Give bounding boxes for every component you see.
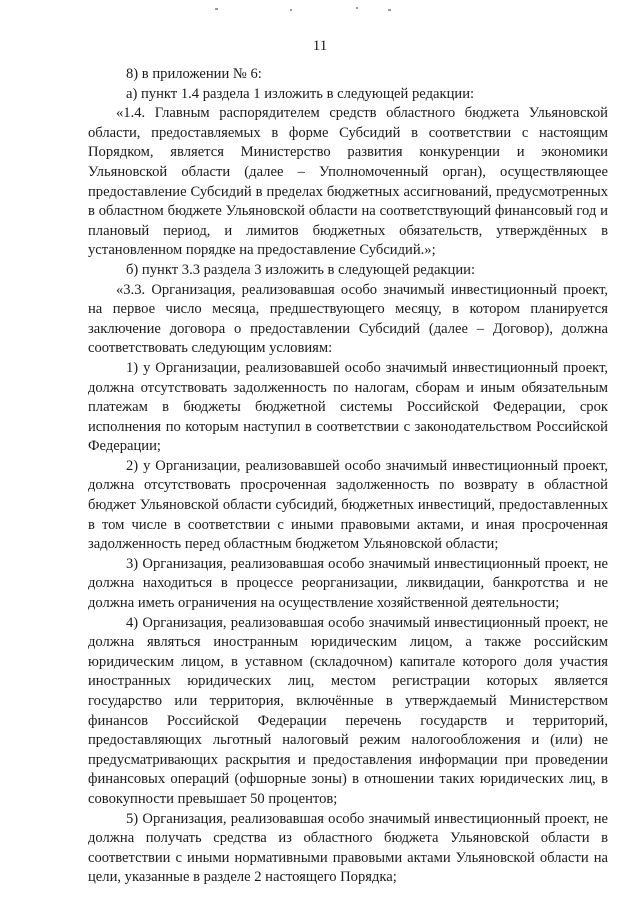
paragraph-condition-1: 1) у Организации, реализовавшей особо значимый инвестиционный проект, должна отсутствовать задолженность по налогам, сборам и иным обязательным платежам в бюджеты бюджетной системы Российской Федерации, срок исполнения по которым наступил в соответствии с законодательством Российской Федерации; xyxy=(88,359,608,455)
scan-artifact xyxy=(356,7,358,9)
paragraph-condition-4: 4) Организация, реализовавшая особо значимый инвестиционный проект, не должна являться иностранным юридическим лицом, а также российским юридическим лицом, в уставном (складочном) капитале которого доля участия иностранных юридических лиц, местом регистрации которых является государство или территория, включённые в утверждаемый Министерством финансов Российской Федерации перечень государств и территорий, предоставляющих льготный налоговый режим налогообложения и (или) не предусматривающих раскрытия и предоставления информации при проведении финансовых операций (офшорные зоны) в отношении таких юридических лиц, в совокупности превышает 50 процентов; xyxy=(88,614,608,807)
scan-artifact xyxy=(388,9,391,11)
paragraph-condition-5: 5) Организация, реализовавшая особо значимый инвестиционный проект, не должна получать средства из областного бюджета Ульяновской области в соответствии с иными нормативными правовыми актами Ульяновской области на цели, указанные в разделе 2 настоящего Порядка; xyxy=(88,810,608,886)
paragraph-item-8: 8) в приложении № 6: xyxy=(126,66,262,82)
paragraph-subitem-a: а) пункт 1.4 раздела 1 изложить в следующей редакции: xyxy=(126,85,475,102)
scan-artifact xyxy=(215,8,218,10)
paragraph-clause-1-4: «1.4. Главным распорядителем средств областного бюджета Ульяновской области, предоставляемых в форме Субсидий в соответствии с настоящим Порядком, является Министерство развития конкуренции и экономики Ульяновской области (далее – Уполномоченный орган), осуществляющее предоставление Субсидий в пределах бюджетных ассигнований, предусмотренных в областном бюджете Ульяновской области на соответствующий финансовый год и плановый период, и лимитов бюджетных обязательств, утверждённых в установленном порядке на предоставление Субсидий.»; xyxy=(88,105,608,259)
document-body xyxy=(88,65,608,888)
page-number: 11 xyxy=(312,38,328,54)
paragraph-condition-2: 2) у Организации, реализовавшей особо значимый инвестиционный проект, должна отсутствовать просроченная задолженность по возврату в областной бюджет Ульяновской области субсидий, бюджетных инвестиций, предоставленных в том числе в соответствии с иными правовыми актами, и иная просроченная задолженность перед областным бюджетом Ульяновской области; xyxy=(88,457,608,553)
paragraph-clause-3-3: «3.3. Организация, реализовавшая особо значимый инвестиционный проект, на первое число месяца, предшествующего месяцу, в котором планируется заключение договора о предоставлении Субсидий (далее – Договор), должна соответствовать следующим условиям: xyxy=(88,281,608,357)
paragraph-condition-3: 3) Организация, реализовавшая особо значимый инвестиционный проект, не должна находиться в процессе реорганизации, ликвидации, банкротства и не должна иметь ограничения на осуществление хозяйственной деятельности; xyxy=(88,555,608,612)
paragraph-subitem-b: б) пункт 3.3 раздела 3 изложить в следующей редакции: xyxy=(126,261,476,278)
scan-artifact xyxy=(290,9,292,11)
